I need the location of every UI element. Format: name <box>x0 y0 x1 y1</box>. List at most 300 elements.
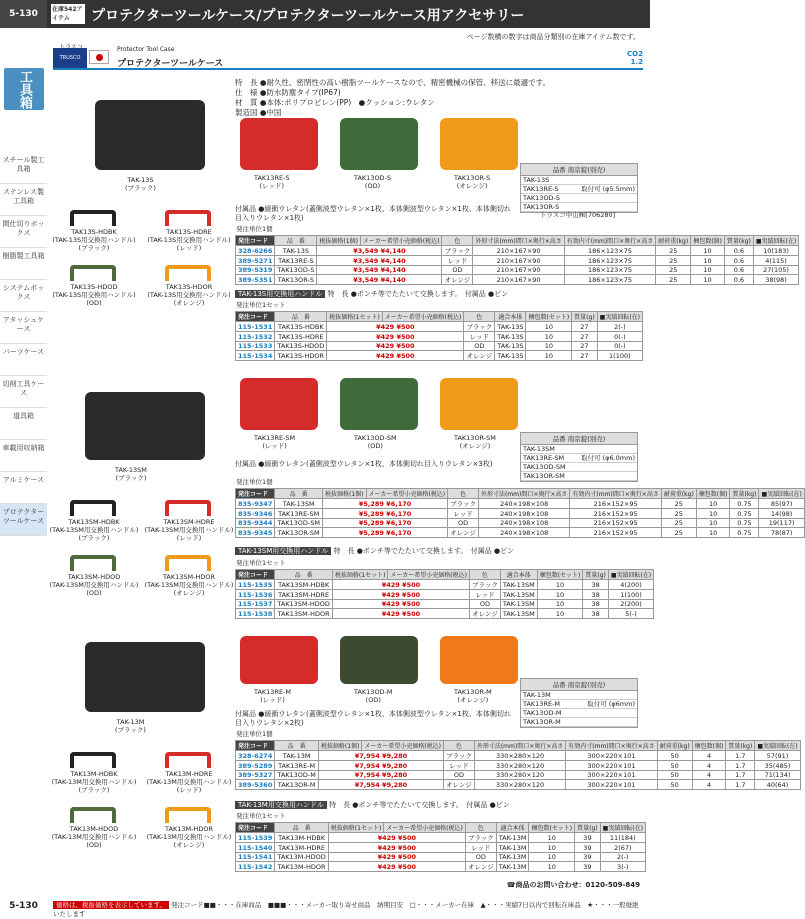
spec-line: 製造国 ●中国 <box>235 108 282 117</box>
s3-cell: 300×220×101 <box>566 761 657 771</box>
s1-unit: 発注単位1個 <box>236 225 273 233</box>
s2-cell: 240×198×108 <box>478 528 569 538</box>
s1-handle-cell: ¥429 ¥500 <box>327 322 464 332</box>
s3-main-label: TAK-13M (ブラック) <box>115 718 146 734</box>
s3-handle-label: TAK13M-HDBK (TAK-13M用交換用ハンドル) (ブラック) <box>51 770 137 794</box>
sidebar-item[interactable]: 樹脂製工具箱 <box>0 248 47 280</box>
s3-handle-icon <box>165 752 211 768</box>
s3-handle-cell: 39 <box>575 853 601 862</box>
s2-cell: ¥5,289 ¥6,170 <box>323 528 448 538</box>
s3-handle-header: 質量(g) <box>575 823 601 833</box>
s2-cell: 14(98) <box>759 509 804 519</box>
s1-padlock-row <box>521 176 637 185</box>
s3-cell: 57(91) <box>755 751 800 761</box>
s2-handle-cell: 10 <box>537 590 583 600</box>
s2-handle-cell: 38 <box>583 590 609 600</box>
sidebar <box>0 0 47 919</box>
s2-table-row[interactable] <box>236 499 805 509</box>
s3-handle-label: TAK13M-HDOR (TAK-13M用交換用ハンドル) (オレンジ) <box>146 825 232 849</box>
s1-handle-cell: ¥429 ¥500 <box>327 342 464 351</box>
s1-handle-feature <box>235 289 508 299</box>
s3-handle-header: メーカー希望小売価格(税込) <box>384 823 466 833</box>
spec-line: 材 質 ●本体:ポリプロピレン(PP) ●クッション:ウレタン <box>235 98 435 107</box>
s3-handle-cell: TAK-13M <box>496 843 529 853</box>
s1-accessory: 付属品 ●緩衝ウレタン(蓋側波型ウレタン×1枚、本体側波型ウレタン×1枚、本体側切れ目入りウレタン×1枚) <box>235 205 511 222</box>
s3-handle-cell: 10 <box>529 853 575 862</box>
stock-badge: 在庫542アイテム <box>51 4 85 24</box>
s3-cell: TAK13OR-M <box>275 780 319 790</box>
s1-handle-label: TAK13S-HDOR (TAK-13S用交換用ハンドル) (オレンジ) <box>147 283 231 307</box>
s1-table-header: 税抜価格(1個) <box>317 236 361 246</box>
s2-handle-title: TAK-13SM用交換用ハンドル <box>235 547 331 555</box>
s3-handle-icon <box>70 752 116 768</box>
s1-table-row[interactable] <box>236 256 799 266</box>
s3-cell: 1.7 <box>726 751 755 761</box>
s3-main-case <box>85 642 205 712</box>
s1-handle-cell: TAK-13S <box>495 342 526 351</box>
s2-cell: 85(97) <box>759 499 804 509</box>
s1-padlock-head: 品番 南京錠(別売) <box>521 164 637 176</box>
s1-variant-case <box>240 118 318 170</box>
s3-table-header: 質量(kg) <box>726 741 755 751</box>
s1-handle-cell: 115-1534 <box>236 351 275 361</box>
s3-cell: TAK13OD-M <box>275 771 319 780</box>
s3-handle-cell: 2(67) <box>600 843 645 853</box>
page-title: プロテクターツールケース/プロテクターツールケース用アクセサリー <box>91 8 525 24</box>
s1-table-header: メーカー希望小売価格(税込) <box>360 236 442 246</box>
s2-cell: 10 <box>696 499 730 509</box>
s2-handle-cell: 38 <box>583 600 609 609</box>
s3-cell: 50 <box>657 780 692 790</box>
s3-handle-cell: 39 <box>575 843 601 853</box>
s3-cell: 50 <box>657 751 692 761</box>
s3-handle-row[interactable] <box>236 843 646 853</box>
s1-handle-unit: 発注単位1セット <box>236 301 286 309</box>
s1-handle-row[interactable] <box>236 351 643 361</box>
s2-cell: 835-9346 <box>236 509 275 519</box>
s2-variant-label: TAK13OD-SM (OD) <box>354 434 397 450</box>
s3-cell: 1.7 <box>726 771 755 780</box>
s1-handle-cell: TAK-13S <box>495 322 526 332</box>
s1-handle-header: 発注コード <box>236 312 275 322</box>
s2-handle-label: TAK13SM-HDOR (TAK-13SM用交換用ハンドル) (オレンジ) <box>144 573 234 597</box>
s2-cell: 216×152×95 <box>570 499 661 509</box>
s1-padlock-model: TAK13RE-S <box>523 185 559 193</box>
s2-handle-row[interactable] <box>236 580 654 590</box>
s1-handle-cell: TAK13S-HDOR <box>275 351 327 361</box>
s3-cell: 4 <box>692 761 726 771</box>
s1-cell: TAK13OD-S <box>275 266 317 275</box>
s1-handle-cell: 115-1532 <box>236 332 275 342</box>
s1-cell: 25 <box>656 246 691 256</box>
s1-cell: ¥3,549 ¥4,140 <box>317 246 442 256</box>
s1-cell: 210×167×90 <box>473 246 564 256</box>
s2-handle-cell: ¥429 ¥500 <box>332 600 469 609</box>
s3-handle-feature-text: 特 長 ●ポンチ等でたたいて交換します。 付属品 ●ピン <box>326 801 510 809</box>
s3-table-row[interactable] <box>236 751 801 761</box>
s1-cell: TAK-13S <box>275 246 317 256</box>
s2-cell: 240×198×108 <box>478 509 569 519</box>
s2-cell: TAK13OD-SM <box>275 519 323 528</box>
s1-handle-cell: 10 <box>526 332 572 342</box>
s2-variant-label: TAK13RE-SM (レッド) <box>254 434 296 450</box>
s2-padlock-row <box>521 454 637 463</box>
s3-handle-label: TAK13M-HDRE (TAK-13M用交換用ハンドル) (レッド) <box>146 770 232 794</box>
s3-cell: ¥7,954 ¥9,280 <box>318 780 443 790</box>
s1-table-header: 品 番 <box>275 236 317 246</box>
s3-table-header: 耐荷重(kg) <box>657 741 692 751</box>
s3-handle-cell: 10 <box>529 843 575 853</box>
s1-variant-case <box>340 118 418 170</box>
s3-cell: レッド <box>443 761 474 771</box>
s2-variant-case <box>440 378 518 430</box>
s3-table-header: 梱包数(個) <box>692 741 726 751</box>
s2-handle-cell: 4(200) <box>608 580 653 590</box>
s2-cell: 78(87) <box>759 528 804 538</box>
s2-handle-cell: ¥429 ¥500 <box>332 580 469 590</box>
s3-handle-cell: レッド <box>465 843 496 853</box>
s1-handle-cell: 10 <box>526 322 572 332</box>
s1-cell: 389-5319 <box>236 266 275 275</box>
s1-cell: 210×167×90 <box>473 256 564 266</box>
s2-handle-cell: 10 <box>537 580 583 590</box>
s1-cell: ブラック <box>442 246 473 256</box>
s3-handle-header: 税抜価格(1セット) <box>328 823 384 833</box>
s2-table-header: 品 番 <box>275 489 323 499</box>
sidebar-item[interactable]: アルミケース <box>0 472 47 504</box>
s2-cell: TAK13OR-SM <box>275 528 323 538</box>
s3-cell: 300×220×101 <box>566 751 657 761</box>
s1-cell: レッド <box>442 256 473 266</box>
s2-cell: ¥5,289 ¥6,170 <box>323 519 448 528</box>
sidebar-item[interactable]: パーツケース <box>0 344 47 376</box>
s1-padlock-model: TAK13OR-S <box>523 203 560 211</box>
s3-handle-header: 梱包数(セット) <box>529 823 575 833</box>
s1-cell: 0.6 <box>724 275 753 285</box>
s3-table-header: 発注コード <box>236 741 275 751</box>
s3-padlock-box <box>520 678 638 728</box>
s2-handle-cell: OD <box>469 600 500 609</box>
s1-padlock-model: TAK-13S <box>523 176 550 184</box>
s3-cell: 389-5360 <box>236 780 275 790</box>
s1-cell: 389-5351 <box>236 275 275 285</box>
s2-unit: 発注単位1個 <box>236 478 273 486</box>
s3-cell: 389-5327 <box>236 771 275 780</box>
s2-cell: 835-9347 <box>236 499 275 509</box>
s3-cell: 71(134) <box>755 771 800 780</box>
s2-table-header: 質量(kg) <box>730 489 759 499</box>
s3-variant-label: TAK13OR-M (オレンジ) <box>454 688 492 704</box>
s2-handle-cell: TAK13SM-HDOR <box>275 609 333 619</box>
s2-handle-cell: 5(-) <box>608 609 653 619</box>
footer-price-note: 価格は、税抜価格を表示しています。 <box>53 901 169 909</box>
s1-handle-cell: TAK-13S <box>495 332 526 342</box>
sidebar-item[interactable]: ステンレス製工具箱 <box>0 184 47 216</box>
s2-table-header: ■実績回転(在) <box>759 489 804 499</box>
s3-handle-feature <box>235 800 510 810</box>
s2-main-case <box>85 392 205 460</box>
s3-handle-row[interactable] <box>236 862 646 872</box>
s2-handle-cell: 115-1537 <box>236 600 275 609</box>
s2-table-row[interactable] <box>236 509 805 519</box>
s3-handle-icon <box>165 807 211 823</box>
s2-cell: ¥5,289 ¥6,170 <box>323 499 448 509</box>
s2-cell: TAK-13SM <box>275 499 323 509</box>
s3-padlock-row <box>521 718 637 727</box>
s3-handle-row[interactable] <box>236 833 646 843</box>
s2-padlock-head: 品番 南京錠(別売) <box>521 433 637 445</box>
s3-cell: TAK13RE-M <box>275 761 319 771</box>
s2-variant-label: TAK13OR-SM (オレンジ) <box>454 434 496 450</box>
s1-cell: 10 <box>691 256 725 266</box>
s1-handle-header: 質量(g) <box>572 312 598 322</box>
s2-cell: 25 <box>661 519 696 528</box>
s1-cell: 4(115) <box>753 256 798 266</box>
s3-handle-cell: OD <box>465 853 496 862</box>
trusco-logo: TRUSCO <box>53 48 87 68</box>
s1-handle-feature-text: 特 長 ●ポンチ等でたたいて交換します。 付属品 ●ピン <box>325 290 509 298</box>
s2-handle-row[interactable] <box>236 609 654 619</box>
s1-cell: 186×123×75 <box>564 275 655 285</box>
s1-handle-cell: TAK-13S <box>495 351 526 361</box>
s3-table-header: 外形寸法(mm)間口×奥行×高さ <box>474 741 565 751</box>
s1-handle-cell: OD <box>464 342 495 351</box>
s2-handle-cell: 10 <box>537 600 583 609</box>
s1-handle-header: 税抜価格(1セット) <box>327 312 383 322</box>
s3-handle-cell: オレンジ <box>465 862 496 872</box>
s3-padlock-row <box>521 709 637 718</box>
header <box>47 0 650 28</box>
s2-handle-header: 質量(g) <box>583 570 609 580</box>
s3-table-row[interactable] <box>236 761 801 771</box>
s2-handle-cell: TAK-13SM <box>500 609 537 619</box>
s3-handle-header: 発注コード <box>236 823 275 833</box>
s2-handle-cell: 115-1538 <box>236 609 275 619</box>
s3-table-header: ■実績回転(在) <box>755 741 800 751</box>
s3-padlock-model: TAK13OR-M <box>523 718 561 726</box>
s3-handle-cell: 10 <box>529 862 575 872</box>
s3-handle-header: 適合本体 <box>496 823 529 833</box>
s3-padlock-model: TAK-13M <box>523 691 551 699</box>
s3-handle-cell: 115-1541 <box>236 853 275 862</box>
s1-handle-cell: 27 <box>572 322 598 332</box>
s1-table-header: 耐荷重(kg) <box>656 236 691 246</box>
s1-table-row[interactable] <box>236 275 799 285</box>
s1-variant-label: TAK13OR-S (オレンジ) <box>454 174 491 190</box>
s3-table-row[interactable] <box>236 780 801 790</box>
s2-handle-header: 発注コード <box>236 570 275 580</box>
series-title: プロテクターツールケース <box>117 59 224 69</box>
s3-handle-cell: 39 <box>575 833 601 843</box>
s3-handle-title: TAK-13M用交換用ハンドル <box>235 801 327 809</box>
s2-table-row[interactable] <box>236 528 805 538</box>
s2-handle-header: 税抜価格(1セット) <box>332 570 388 580</box>
s3-cell: 1.7 <box>726 780 755 790</box>
brand-bar <box>53 48 643 70</box>
s3-handle-icon <box>70 807 116 823</box>
s2-cell: 216×152×95 <box>570 509 661 519</box>
s3-cell: 40(64) <box>755 780 800 790</box>
s2-handle-table <box>235 569 654 619</box>
s3-padlock-fit: 取付可 (φ6mm) <box>587 700 635 708</box>
s3-handle-cell: TAK-13M <box>496 853 529 862</box>
s3-handle-cell: 3(-) <box>600 862 645 872</box>
s1-handle-cell: 115-1531 <box>236 322 275 332</box>
s1-handle-cell: ブラック <box>464 322 495 332</box>
s1-main-label: TAK-13S (ブラック) <box>125 176 156 192</box>
s1-cell: TAK13RE-S <box>275 256 317 266</box>
s1-cell: 0.6 <box>724 256 753 266</box>
s1-handle-row[interactable] <box>236 342 643 351</box>
s3-accessory: 付属品 ●緩衝ウレタン(蓋側波型ウレタン×1枚、本体側波型ウレタン×1枚、本体側切れ目入りウレタン×2枚) <box>235 710 511 727</box>
s1-cell: OD <box>442 266 473 275</box>
s3-handle-cell: 115-1542 <box>236 862 275 872</box>
s3-cell: 4 <box>692 780 726 790</box>
s3-unit: 発注単位1個 <box>236 730 273 738</box>
s1-cell: 389-5271 <box>236 256 275 266</box>
s2-handle-cell: ¥429 ¥500 <box>332 609 469 619</box>
s2-handle-row[interactable] <box>236 600 654 609</box>
spec-line: 特 長 ●耐久性、密閉性の高い樹脂ツールケースなので、精密機械の保管、移送に最適です。 <box>235 78 551 87</box>
s2-handle-cell: TAK-13SM <box>500 600 537 609</box>
s1-handle-cell: ¥429 ¥500 <box>327 332 464 342</box>
s3-handle-row[interactable] <box>236 853 646 862</box>
s3-handle-cell: TAK13M-HDRE <box>275 843 328 853</box>
s1-cell: 25 <box>656 266 691 275</box>
sidebar-nav <box>0 152 47 536</box>
s1-handle-cell: 27 <box>572 351 598 361</box>
s1-cell: 25 <box>656 256 691 266</box>
s1-handle-label: TAK13S-HDBK (TAK-13S用交換用ハンドル) (ブラック) <box>52 228 136 252</box>
s2-product-table <box>235 488 805 538</box>
s2-table-header: メーカー希望小売価格(税込) <box>366 489 448 499</box>
s3-product-table <box>235 740 801 790</box>
s1-handle-cell: 1(100) <box>597 351 642 361</box>
s1-cell: ¥3,549 ¥4,140 <box>317 275 442 285</box>
s3-variant-case <box>240 636 318 684</box>
s3-cell: 4 <box>692 771 726 780</box>
s3-cell: 50 <box>657 761 692 771</box>
s1-cell: 10(183) <box>753 246 798 256</box>
s2-handle-cell: TAK13SM-HDOD <box>275 600 333 609</box>
s2-handle-icon <box>165 500 211 516</box>
s2-table-header: 耐荷重(kg) <box>661 489 696 499</box>
s1-handle-icon <box>165 265 211 281</box>
sidebar-item[interactable]: システムボックス <box>0 280 47 312</box>
s2-padlock-fit: 取付可 (φ6.0mm) <box>581 454 635 462</box>
s1-handle-header: メーカー希望小売価格(税込) <box>382 312 464 322</box>
s3-cell: ¥7,954 ¥9,280 <box>318 771 443 780</box>
s3-handle-cell: 115-1539 <box>236 833 275 843</box>
s2-handle-row[interactable] <box>236 590 654 600</box>
s1-handle-row[interactable] <box>236 332 643 342</box>
s1-handle-header: 品 番 <box>275 312 327 322</box>
sidebar-item[interactable]: スチール製工具箱 <box>0 152 47 184</box>
s1-handle-cell: TAK13S-HDOD <box>275 342 327 351</box>
s2-handle-cell: 115-1536 <box>236 590 275 600</box>
sidebar-item[interactable]: 車載用収納箱 <box>0 440 47 472</box>
s1-cell: 10 <box>691 246 725 256</box>
s3-padlock-row <box>521 691 637 700</box>
s1-table-header: 梱包数(個) <box>691 236 725 246</box>
s2-cell: 10 <box>696 528 730 538</box>
s3-handle-unit: 発注単位1セット <box>236 812 286 820</box>
sidebar-item[interactable]: 道具箱 <box>0 408 47 440</box>
s1-table-header: ■実績回転(在) <box>753 236 798 246</box>
s2-padlock-model: TAK-13SM <box>523 445 555 453</box>
s3-table-header: 品 番 <box>275 741 319 751</box>
s2-handle-cell: 1(100) <box>608 590 653 600</box>
s3-cell: ¥7,954 ¥9,280 <box>318 751 443 761</box>
s2-cell: 25 <box>661 528 696 538</box>
s3-cell: OD <box>443 771 474 780</box>
category-label[interactable]: 工具箱 <box>4 68 44 110</box>
s1-table-header: 発注コード <box>236 236 275 246</box>
page-number-bottom: 5-130 <box>9 901 38 911</box>
s1-table-header: 質量(kg) <box>724 236 753 246</box>
s1-cell: 0.6 <box>724 246 753 256</box>
s3-cell: 300×220×101 <box>566 780 657 790</box>
s2-padlock-model: TAK13OD-SM <box>523 463 566 471</box>
s2-handle-cell: 38 <box>583 580 609 590</box>
code-tag-sub: 1.2 <box>630 58 643 66</box>
s2-padlock-row <box>521 472 637 481</box>
s3-handle-cell: ¥429 ¥500 <box>328 843 465 853</box>
s3-handle-cell: TAK-13M <box>496 862 529 872</box>
s1-table-row[interactable] <box>236 246 799 256</box>
s1-handle-table <box>235 311 643 361</box>
sidebar-item[interactable]: アタッシュケース <box>0 312 47 344</box>
s3-handle-cell: 2(-) <box>600 853 645 862</box>
s3-handle-cell: ¥429 ¥500 <box>328 862 465 872</box>
sidebar-item[interactable]: 切削工具ケース <box>0 376 47 408</box>
s3-cell: 300×220×101 <box>566 771 657 780</box>
s1-cell: 328-6266 <box>236 246 275 256</box>
s2-cell: 216×152×95 <box>570 528 661 538</box>
s1-partner: トラスコ中山㈱[706280] <box>540 211 616 219</box>
s2-handle-cell: オレンジ <box>469 609 500 619</box>
s3-padlock-head: 品番 南京錠(別売) <box>521 679 637 691</box>
sidebar-item[interactable]: プロテクターツールケース <box>0 504 47 536</box>
s1-table-header: 外形寸法(mm)間口×奥行×高さ <box>473 236 564 246</box>
sidebar-item[interactable]: 間仕切りボックス <box>0 216 47 248</box>
s1-table-row[interactable] <box>236 266 799 275</box>
s3-table-row[interactable] <box>236 771 801 780</box>
s3-cell: 35(485) <box>755 761 800 771</box>
s1-handle-icon <box>165 210 211 226</box>
s2-cell: 240×198×108 <box>478 519 569 528</box>
s1-handle-row[interactable] <box>236 322 643 332</box>
s2-handle-cell: TAK13SM-HDBK <box>275 580 333 590</box>
s2-cell: TAK13RE-SM <box>275 509 323 519</box>
s3-cell: 330×280×120 <box>474 780 565 790</box>
s2-handle-cell: 38 <box>583 609 609 619</box>
s2-table-header: 発注コード <box>236 489 275 499</box>
s3-handle-label: TAK13M-HDOD (TAK-13M用交換用ハンドル) (OD) <box>51 825 137 849</box>
s3-variant-label: TAK13RE-M (レッド) <box>254 688 292 704</box>
s2-cell: 0.75 <box>730 509 759 519</box>
s3-handle-cell: 10 <box>529 833 575 843</box>
s2-handle-header: 梱包数(セット) <box>537 570 583 580</box>
s2-table-header: 税抜価格(1個) <box>323 489 367 499</box>
s3-cell: 1.7 <box>726 761 755 771</box>
s2-handle-feature <box>235 546 514 556</box>
s1-handle-header: 色 <box>464 312 495 322</box>
s1-handle-header: ■実績回転(在) <box>597 312 642 322</box>
s2-handle-feature-text: 特 長 ●ポンチ等でたたいて交換します。 付属品 ●ピン <box>331 547 515 555</box>
s2-table-row[interactable] <box>236 519 805 528</box>
s2-handle-cell: TAK-13SM <box>500 580 537 590</box>
